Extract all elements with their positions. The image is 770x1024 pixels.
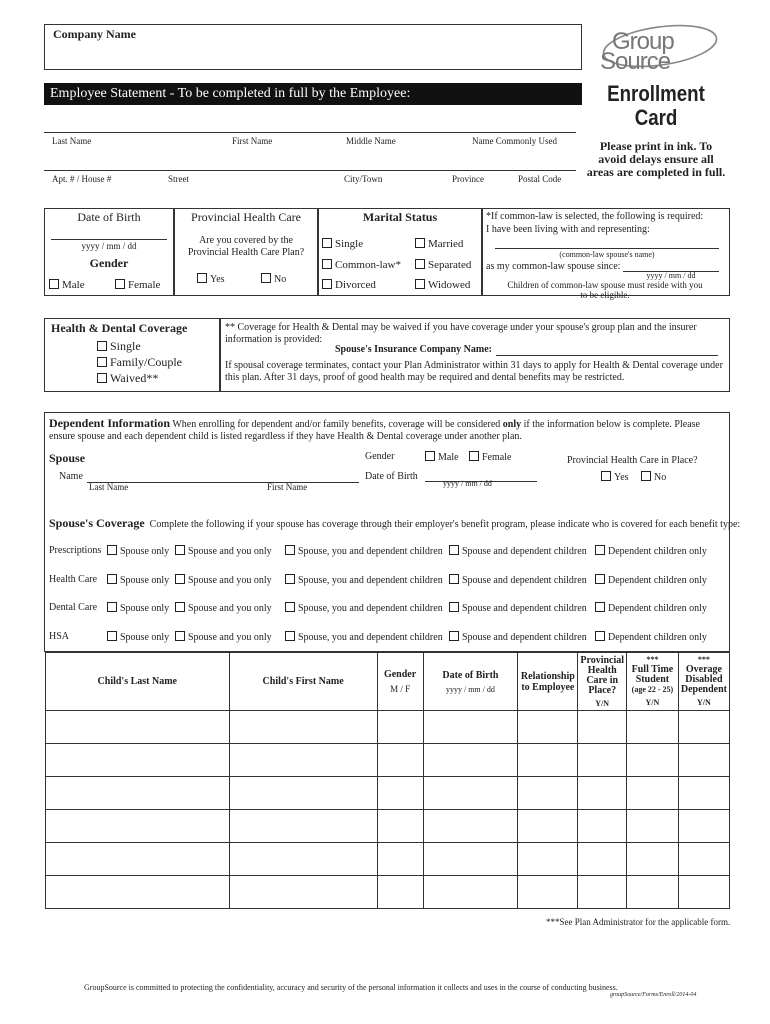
table-cell[interactable] <box>423 810 518 843</box>
spouse-male-option[interactable] <box>425 451 459 463</box>
spouse-male-label: Male <box>438 452 459 463</box>
table-cell[interactable] <box>678 777 729 810</box>
checkbox-icon[interactable] <box>49 279 59 289</box>
header-fts-yn: Y/N <box>645 698 660 707</box>
coverage-row <box>45 602 725 618</box>
coverage-option-label: Spouse and dependent children <box>462 546 587 557</box>
hd-single-label: Single <box>110 339 141 353</box>
spouse-female-label: Female <box>482 452 512 463</box>
coverage-option[interactable] <box>595 602 707 614</box>
phc-no-option[interactable] <box>261 273 286 285</box>
checkbox-icon[interactable] <box>595 602 605 612</box>
coverage-option-label: Spouse only <box>120 631 170 643</box>
table-cell[interactable] <box>423 744 518 777</box>
checkbox-icon[interactable] <box>97 373 107 383</box>
spouse-dob-format: yyyy / mm / dd <box>443 479 492 488</box>
insurer-label: Spouse's Insurance Company Name: <box>335 344 492 355</box>
coverage-option[interactable] <box>449 631 587 643</box>
header-relationship: Relationship to Employee <box>518 653 578 711</box>
table-row <box>46 876 730 909</box>
common-name-field[interactable]: Name Commonly Used <box>472 136 557 146</box>
table-cell[interactable] <box>229 810 377 843</box>
checkbox-icon[interactable] <box>197 273 207 283</box>
coverage-option[interactable] <box>595 631 707 643</box>
table-cell[interactable] <box>627 744 679 777</box>
checkbox-icon[interactable] <box>595 631 605 641</box>
hd-single-option[interactable] <box>97 339 141 354</box>
marital-common-law-option[interactable] <box>322 259 401 271</box>
table-cell[interactable] <box>229 744 377 777</box>
coverage-option-label: Dependent children only <box>608 574 707 586</box>
table-cell[interactable] <box>627 876 679 909</box>
coverage-option-label: Spouse only <box>120 574 170 586</box>
table-cell[interactable] <box>518 777 578 810</box>
checkbox-icon[interactable] <box>449 545 459 555</box>
table-cell[interactable] <box>46 810 230 843</box>
dob-format: yyyy / mm / dd <box>81 241 137 251</box>
phc-no-label: No <box>274 274 287 285</box>
checkbox-icon[interactable] <box>595 545 605 555</box>
coverage-row <box>45 631 725 647</box>
coverage-option[interactable] <box>107 545 169 557</box>
gender-female-option[interactable] <box>115 279 160 291</box>
coverage-option-label: Dependent children only <box>608 603 707 614</box>
marital-single-option[interactable] <box>322 238 363 250</box>
checkbox-icon[interactable] <box>107 631 117 641</box>
coverage-option[interactable] <box>285 602 443 614</box>
table-cell[interactable] <box>578 843 627 876</box>
header-full-time-student <box>627 653 679 711</box>
checkbox-icon[interactable] <box>97 357 107 367</box>
header-fts-sub: (age 22 - 25) <box>631 685 674 694</box>
table-cell[interactable] <box>46 711 230 744</box>
header-fts-label: Full Time Student <box>631 664 674 685</box>
table-cell[interactable] <box>518 744 578 777</box>
checkbox-icon[interactable] <box>285 602 295 612</box>
coverage-option-label: Spouse and dependent children <box>462 603 587 614</box>
header-child-first-name: Child's First Name <box>229 653 377 711</box>
coverage-row-label: Dental Care <box>49 602 98 613</box>
dependent-intro-1: When enrolling for dependent and/or family benefits, coverage will be considered <box>172 419 503 430</box>
table-row <box>46 777 730 810</box>
children-table <box>45 652 730 909</box>
checkbox-icon[interactable] <box>107 602 117 612</box>
marital-divorced-label: Divorced <box>335 279 376 291</box>
employee-statement-banner <box>44 83 582 105</box>
spouse-phc-no-label: No <box>654 472 667 483</box>
table-cell[interactable] <box>578 744 627 777</box>
checkbox-icon[interactable] <box>322 238 332 248</box>
table-cell[interactable] <box>229 711 377 744</box>
checkbox-icon[interactable] <box>97 341 107 351</box>
checkbox-icon[interactable] <box>322 259 332 269</box>
gender-male-option[interactable] <box>49 279 85 291</box>
coverage-option-label: Dependent children only <box>608 546 707 557</box>
coverage-option-label: Spouse and you only <box>188 546 272 557</box>
spouse-phc-yes-option[interactable] <box>601 471 629 483</box>
checkbox-icon[interactable] <box>415 279 425 289</box>
first-name-field[interactable]: First Name <box>232 136 273 146</box>
header-fts-stars: *** <box>646 655 659 664</box>
header-overage-disabled <box>678 653 729 711</box>
header-gender <box>377 653 423 711</box>
coverage-option[interactable] <box>107 574 169 586</box>
coverage-option[interactable] <box>449 545 587 557</box>
table-cell[interactable] <box>518 843 578 876</box>
common-law-date-format: yyyy / mm / dd <box>646 271 696 280</box>
title-line-card: Card <box>634 105 678 130</box>
table-cell[interactable] <box>627 810 679 843</box>
hd-family-option[interactable] <box>97 355 182 370</box>
banner-text: Employee Statement - To be completed in full by the Employee: <box>50 86 411 101</box>
enrollment-card-title <box>597 82 716 130</box>
coverage-option[interactable] <box>175 574 272 586</box>
header-gender-label: Gender <box>383 669 417 680</box>
coverage-option[interactable] <box>595 574 707 586</box>
coverage-option[interactable] <box>175 545 272 557</box>
marital-divorced-option[interactable] <box>322 279 376 291</box>
waive-info-box <box>220 318 730 392</box>
coverage-row <box>45 574 725 590</box>
checkbox-icon[interactable] <box>175 574 185 584</box>
coverage-option-label: Spouse only <box>120 603 170 614</box>
checkbox-icon[interactable] <box>425 451 435 461</box>
checkbox-icon[interactable] <box>107 574 117 584</box>
coverage-option-label: Spouse and dependent children <box>462 631 587 643</box>
gender-male-label: Male <box>62 279 85 291</box>
table-cell[interactable] <box>377 843 423 876</box>
company-name-label: Company Name <box>53 27 136 41</box>
checkbox-icon[interactable] <box>107 545 117 555</box>
table-cell[interactable] <box>627 711 679 744</box>
common-law-since: as my common-law spouse since: <box>486 261 621 272</box>
spouse-gender-label: Gender <box>365 451 395 462</box>
header-od-stars: *** <box>697 655 710 664</box>
city-field[interactable]: City/Town <box>344 174 383 184</box>
spouse-female-option[interactable] <box>469 451 511 463</box>
marital-status-box <box>318 208 482 296</box>
provincial-health-box <box>174 208 318 296</box>
common-law-spouse-name-field[interactable] <box>495 248 719 249</box>
coverage-option[interactable] <box>449 574 587 586</box>
checkbox-icon[interactable] <box>261 273 271 283</box>
company-name-box[interactable] <box>44 24 582 70</box>
province-field[interactable]: Province <box>452 174 484 184</box>
gender-title: Gender <box>89 256 129 270</box>
checkbox-icon[interactable] <box>601 471 611 481</box>
phc-title: Provincial Health Care <box>191 210 301 224</box>
header-od-label: Overage Disabled Dependent <box>680 664 727 695</box>
marital-widowed-label: Widowed <box>428 279 471 291</box>
coverage-option-label: Spouse, you and dependent children <box>298 574 443 586</box>
insurer-name-field[interactable] <box>496 355 718 356</box>
checkbox-icon[interactable] <box>449 602 459 612</box>
dob-title: Date of Birth <box>77 210 141 224</box>
table-cell[interactable] <box>46 777 230 810</box>
coverage-option-label: Spouse, you and dependent children <box>298 546 443 557</box>
dependent-title: Dependent Information <box>49 416 171 430</box>
hd-family-label: Family/Couple <box>110 355 182 369</box>
spouse-title: Spouse <box>49 451 86 465</box>
coverage-option[interactable] <box>449 602 587 614</box>
marital-separated-option[interactable] <box>415 259 471 271</box>
spouse-coverage-text: Complete the following if your spouse has coverage through their employer's benefit program, please indicate who is covered for each benefit type: <box>149 519 741 530</box>
groupsource-logo <box>596 22 726 78</box>
marital-married-option[interactable] <box>415 238 463 250</box>
phc-yes-label: Yes <box>210 274 225 285</box>
coverage-option[interactable] <box>107 602 169 614</box>
dob-gender-box <box>44 208 174 296</box>
table-cell[interactable] <box>678 744 729 777</box>
waive-text: ** Coverage for Health & Dental may be waived if you have coverage under your spouse's group plan and the insurer information is provided: <box>225 322 697 345</box>
coverage-option-label: Spouse only <box>120 546 170 557</box>
coverage-option-label: Spouse, you and dependent children <box>298 603 443 614</box>
logo-text-source: Source <box>600 48 671 75</box>
dependent-intro <box>49 417 709 443</box>
postal-code-field[interactable]: Postal Code <box>518 174 562 184</box>
last-name-field[interactable]: Last Name <box>52 136 92 146</box>
spouse-phc-question: Provincial Health Care in Place? <box>567 455 698 466</box>
table-cell[interactable] <box>377 876 423 909</box>
table-cell[interactable] <box>518 876 578 909</box>
table-cell[interactable] <box>518 810 578 843</box>
coverage-row-label: Health Care <box>49 573 98 585</box>
title-line-enrollment: Enrollment <box>607 81 705 106</box>
dependent-box <box>44 412 741 652</box>
table-cell[interactable] <box>627 843 679 876</box>
coverage-option-label: Spouse and you only <box>188 631 272 643</box>
table-cell[interactable] <box>578 876 627 909</box>
coverage-option-label: Spouse, you and dependent children <box>298 631 443 643</box>
table-cell[interactable] <box>377 744 423 777</box>
table-cell[interactable] <box>46 843 230 876</box>
coverage-option-label: Spouse and you only <box>188 603 272 614</box>
coverage-option[interactable] <box>285 545 443 557</box>
middle-name-field[interactable]: Middle Name <box>346 136 396 146</box>
table-cell[interactable] <box>46 876 230 909</box>
header-child-last-name: Child's Last Name <box>46 653 230 711</box>
spouse-name-label: Name <box>59 471 83 482</box>
spouse-phc-no-option[interactable] <box>641 471 666 483</box>
table-row <box>46 744 730 777</box>
marital-separated-label: Separated <box>428 259 472 271</box>
table-cell[interactable] <box>377 711 423 744</box>
coverage-option[interactable] <box>107 631 169 643</box>
privacy-statement: GroupSource is committed to protecting the confidentiality, accuracy and security of the personal information it collects and uses in the course of conducting business. <box>84 983 618 992</box>
table-cell[interactable] <box>678 843 729 876</box>
table-cell[interactable] <box>678 876 729 909</box>
logo-text-group: Group <box>612 28 674 55</box>
children-table-header <box>46 653 730 711</box>
checkbox-icon[interactable] <box>595 574 605 584</box>
common-law-children-note: Children of common-law spouse must reside with you to be eligible. <box>507 280 703 300</box>
checkbox-icon[interactable] <box>641 471 651 481</box>
form-code: groupSource/Forms/Enroll/2014-04 <box>610 992 697 998</box>
checkbox-icon[interactable] <box>285 631 295 641</box>
checkbox-icon[interactable] <box>285 574 295 584</box>
coverage-row-label: Prescriptions <box>49 545 102 556</box>
health-dental-box <box>44 318 220 392</box>
apt-field[interactable]: Apt. # / House # <box>52 174 112 184</box>
coverage-option-label: Spouse and you only <box>188 574 272 586</box>
table-cell[interactable] <box>678 810 729 843</box>
checkbox-icon[interactable] <box>469 451 479 461</box>
marital-married-label: Married <box>428 238 464 250</box>
coverage-option[interactable] <box>285 631 443 643</box>
checkbox-icon[interactable] <box>415 238 425 248</box>
spouse-dob-label: Date of Birth <box>365 471 418 482</box>
table-cell[interactable] <box>518 711 578 744</box>
table-cell[interactable] <box>578 711 627 744</box>
dependent-intro-2: if the information below is complete. Please ensure spouse and each dependent child is listed regardless if they have Health & Dental coverage under another plan. <box>49 419 700 442</box>
checkbox-icon[interactable] <box>449 574 459 584</box>
table-cell[interactable] <box>423 777 518 810</box>
spouse-phc-yes-label: Yes <box>614 472 629 483</box>
coverage-option[interactable] <box>175 602 272 614</box>
common-law-box <box>482 208 730 300</box>
table-cell[interactable] <box>377 810 423 843</box>
spouse-coverage-title: Spouse's Coverage <box>49 516 145 530</box>
checkbox-icon[interactable] <box>175 545 185 555</box>
table-cell[interactable] <box>423 711 518 744</box>
table-row <box>46 843 730 876</box>
common-law-line1: *If common-law is selected, the following is required: <box>486 211 704 222</box>
header-phc-label: Provincial Health Care in Place? <box>580 654 625 696</box>
checkbox-icon[interactable] <box>449 631 459 641</box>
marital-single-label: Single <box>335 238 364 250</box>
table-cell[interactable] <box>678 711 729 744</box>
header-phc-yn: Y/N <box>595 698 610 708</box>
spouse-first-name-label: First Name <box>267 482 308 492</box>
dependent-intro-only: only <box>502 419 522 430</box>
checkbox-icon[interactable] <box>115 279 125 289</box>
coverage-option[interactable] <box>175 631 272 643</box>
common-law-line2: I have been living with and representing: <box>486 224 650 235</box>
coverage-row <box>45 545 725 561</box>
table-row <box>46 810 730 843</box>
checkbox-icon[interactable] <box>175 631 185 641</box>
marital-widowed-option[interactable] <box>415 279 470 291</box>
spouse-last-name-label: Last Name <box>89 482 129 492</box>
table-cell[interactable] <box>423 843 518 876</box>
table-cell[interactable] <box>578 810 627 843</box>
table-cell[interactable] <box>46 744 230 777</box>
table-cell[interactable] <box>229 777 377 810</box>
coverage-option[interactable] <box>595 545 707 557</box>
marital-title: Marital Status <box>362 210 438 224</box>
coverage-row-label: HSA <box>49 630 70 642</box>
table-cell[interactable] <box>578 777 627 810</box>
header-dob-sub: yyyy / mm / dd <box>445 684 495 694</box>
coverage-option-label: Spouse and dependent children <box>462 574 587 586</box>
spouse-coverage-intro <box>49 516 740 531</box>
table-cell[interactable] <box>423 876 518 909</box>
header-gender-sub: M / F <box>390 684 411 694</box>
marital-common-law-label: Common-law* <box>335 259 401 271</box>
table-cell[interactable] <box>229 876 377 909</box>
common-law-spouse-label: (common-law spouse's name) <box>559 250 655 259</box>
gender-female-label: Female <box>128 279 161 291</box>
print-instructions: Please print in ink. To avoid delays ensure all areas are completed in full. <box>586 139 726 179</box>
header-dob-label: Date of Birth <box>442 669 499 681</box>
terminate-text: If spousal coverage terminates, contact your Plan Administrator within 31 days to apply for Health & Dental coverage under this plan. After 31 days, proof of good health may be required and dental benefits may be restricted. <box>225 360 723 383</box>
checkbox-icon[interactable] <box>285 545 295 555</box>
plan-admin-note: ***See Plan Administrator for the applicable form. <box>546 917 731 927</box>
coverage-option[interactable] <box>285 574 443 586</box>
checkbox-icon[interactable] <box>175 602 185 612</box>
hd-title: Health & Dental Coverage <box>51 321 188 335</box>
table-cell[interactable] <box>377 777 423 810</box>
hd-waived-label: Waived** <box>110 371 159 385</box>
phc-yes-option[interactable] <box>197 273 225 285</box>
table-row <box>46 711 730 744</box>
checkbox-icon[interactable] <box>322 279 332 289</box>
checkbox-icon[interactable] <box>415 259 425 269</box>
coverage-option-label: Dependent children only <box>608 631 707 643</box>
header-dob <box>423 653 518 711</box>
table-cell[interactable] <box>229 843 377 876</box>
hd-waived-option[interactable] <box>97 371 158 386</box>
header-od-yn: Y/N <box>697 698 711 707</box>
table-cell[interactable] <box>627 777 679 810</box>
street-field[interactable]: Street <box>168 174 189 184</box>
header-phc <box>578 653 627 711</box>
phc-question: Are you covered by the Provincial Health Care Plan? <box>187 235 305 258</box>
